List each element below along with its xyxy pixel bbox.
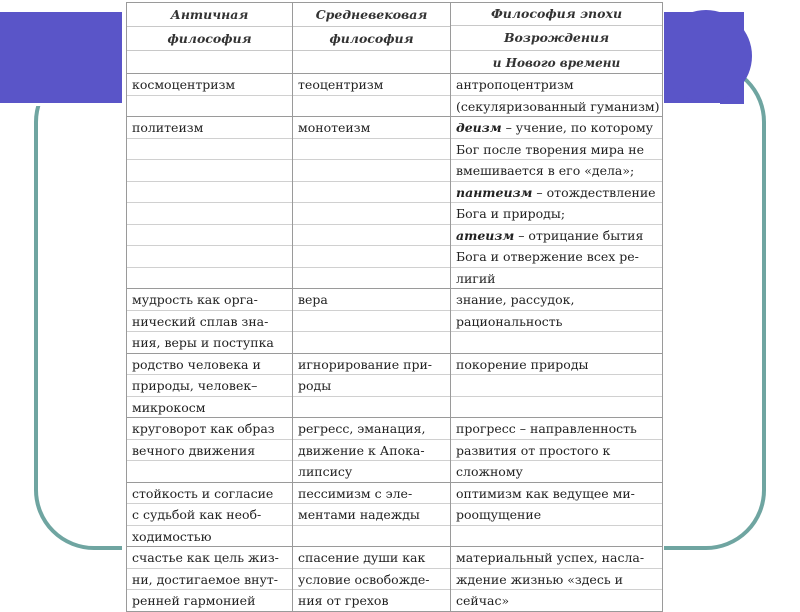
cell-line: игнорирование при- [293,354,450,376]
header-text: и Нового времени [492,56,621,70]
cell-line [127,182,292,204]
cell-line [451,397,662,418]
table-row [127,353,663,418]
header-ancient-philosophy [127,3,293,74]
cell-line: с судьбой как необ- [127,504,292,526]
table-row [127,547,663,612]
term-highlight: деизм [456,120,502,135]
cell-line: сейчас» [456,593,510,608]
table-cell-col2 [293,547,451,612]
cell-line: родство человека и [127,354,292,376]
table-cell-col3 [451,547,663,612]
cell-line [127,246,292,268]
cell-line: счастье как цель жиз- [127,547,292,569]
cell-line: природы, человек– [127,375,292,397]
cell-line: теоцентризм [293,74,450,96]
cell-line [293,268,450,289]
cell-line: монотеизм [293,117,450,139]
cell-line: роды [293,375,450,397]
cell-line: политеизм [127,117,292,139]
cell-line [451,526,662,547]
header-text: Возрождения [451,26,662,51]
cell-line: знание, рассудок, [451,289,662,311]
table-cell-col2 [293,418,451,483]
cell-line [293,397,450,418]
cell-line: Бог после творения мира не [451,139,662,161]
cell-line: ни, достигаемое внут- [127,569,292,591]
cell-line: ренней гармонией [132,593,256,608]
cell-line: липсису [298,464,353,479]
cell-line [293,96,450,117]
cell-line: движение к Апока- [293,440,450,462]
table-cell-col2 [293,74,451,117]
cell-line: круговорот как образ [127,418,292,440]
table-row [127,74,663,117]
cell-line [293,182,450,204]
cell-line [293,203,450,225]
table-cell-col1 [127,418,293,483]
table-cell-col1 [127,117,293,289]
header-text [127,51,292,73]
comparison-table-panel [122,0,664,608]
term-definition: – отрицание бытия [514,227,644,243]
cell-line [127,160,292,182]
table-cell-col2 [293,117,451,289]
cell-line: космоцентризм [127,74,292,96]
cell-line: развития от простого к [451,440,662,462]
cell-line [127,268,292,289]
table-cell-col1 [127,74,293,117]
cell-line [293,160,450,182]
cell-line [451,332,662,353]
cell-line [293,311,450,333]
cell-line: антропоцентризм [451,74,662,96]
table-cell-col1 [127,353,293,418]
header-renaissance-philosophy [451,3,663,74]
cell-line [127,139,292,161]
term-definition: – отождествление [532,184,656,200]
cell-line [451,375,662,397]
table-body [127,74,663,612]
header-text: философия [127,27,292,51]
cell-line [127,96,292,117]
philosophy-comparison-table [126,2,663,612]
cell-line [451,182,662,204]
term-highlight: пантеизм [456,184,533,200]
cell-line: Бога и отвержение всех ре- [451,246,662,268]
cell-line: материальный успех, насла- [451,547,662,569]
slide-accent-circle [660,10,752,102]
cell-line [293,246,450,268]
term-definition: – учение, по которому [501,120,654,135]
cell-line: роощущение [451,504,662,526]
cell-line [293,332,450,353]
cell-line: (секуляризованный гуманизм) [456,98,660,114]
header-text: философия [293,27,450,51]
cell-line: вера [293,289,450,311]
header-text: Античная [127,3,292,27]
table-row [127,418,663,483]
table-row [127,482,663,547]
cell-line: оптимизм как ведущее ми- [451,483,662,505]
cell-line [293,225,450,247]
term-highlight: атеизм [456,227,515,243]
cell-line [127,461,292,482]
table-cell-col2 [293,482,451,547]
cell-line: микрокосм [132,399,206,415]
table-cell-col1 [127,547,293,612]
cell-line: мудрость как орга- [127,289,292,311]
cell-line: вмешивается в его «дела»; [451,160,662,182]
table-header-row [127,3,663,74]
cell-line: рациональность [451,311,662,333]
cell-line: пессимизм с эле- [293,483,450,505]
table-cell-col3 [451,117,663,289]
cell-line: спасение души как [293,547,450,569]
table-cell-col2 [293,353,451,418]
table-cell-col3 [451,74,663,117]
cell-line: сложному [456,464,523,479]
cell-line [293,526,450,547]
table-cell-col3 [451,289,663,354]
cell-line [451,225,662,247]
cell-line: лигий [456,270,496,286]
cell-line: нический сплав зна- [127,311,292,333]
cell-line: ния от грехов [298,593,389,608]
cell-line: Бога и природы; [451,203,662,225]
cell-line: условие освобожде- [293,569,450,591]
cell-line [127,225,292,247]
cell-line: прогресс – направленность [451,418,662,440]
cell-line [451,117,662,139]
header-medieval-philosophy [293,3,451,74]
table-cell-col1 [127,289,293,354]
table-cell-col3 [451,482,663,547]
table-cell-col3 [451,353,663,418]
cell-line: регресс, эманация, [293,418,450,440]
cell-line [127,203,292,225]
table-cell-col2 [293,289,451,354]
cell-line: стойкость и согласие [127,483,292,505]
header-text [293,51,450,73]
table-cell-col3 [451,418,663,483]
header-text: Средневековая [293,3,450,27]
cell-line: ходимостью [132,528,212,544]
cell-line: вечного движения [127,440,292,462]
cell-line [293,139,450,161]
table-cell-col1 [127,482,293,547]
table-row [127,289,663,354]
cell-line: ждение жизнью «здесь и [451,569,662,591]
cell-line: ния, веры и поступка [132,335,274,350]
table-row [127,117,663,289]
cell-line: ментами надежды [293,504,450,526]
cell-line: покорение природы [451,354,662,376]
header-text: Философия эпохи [451,3,662,26]
